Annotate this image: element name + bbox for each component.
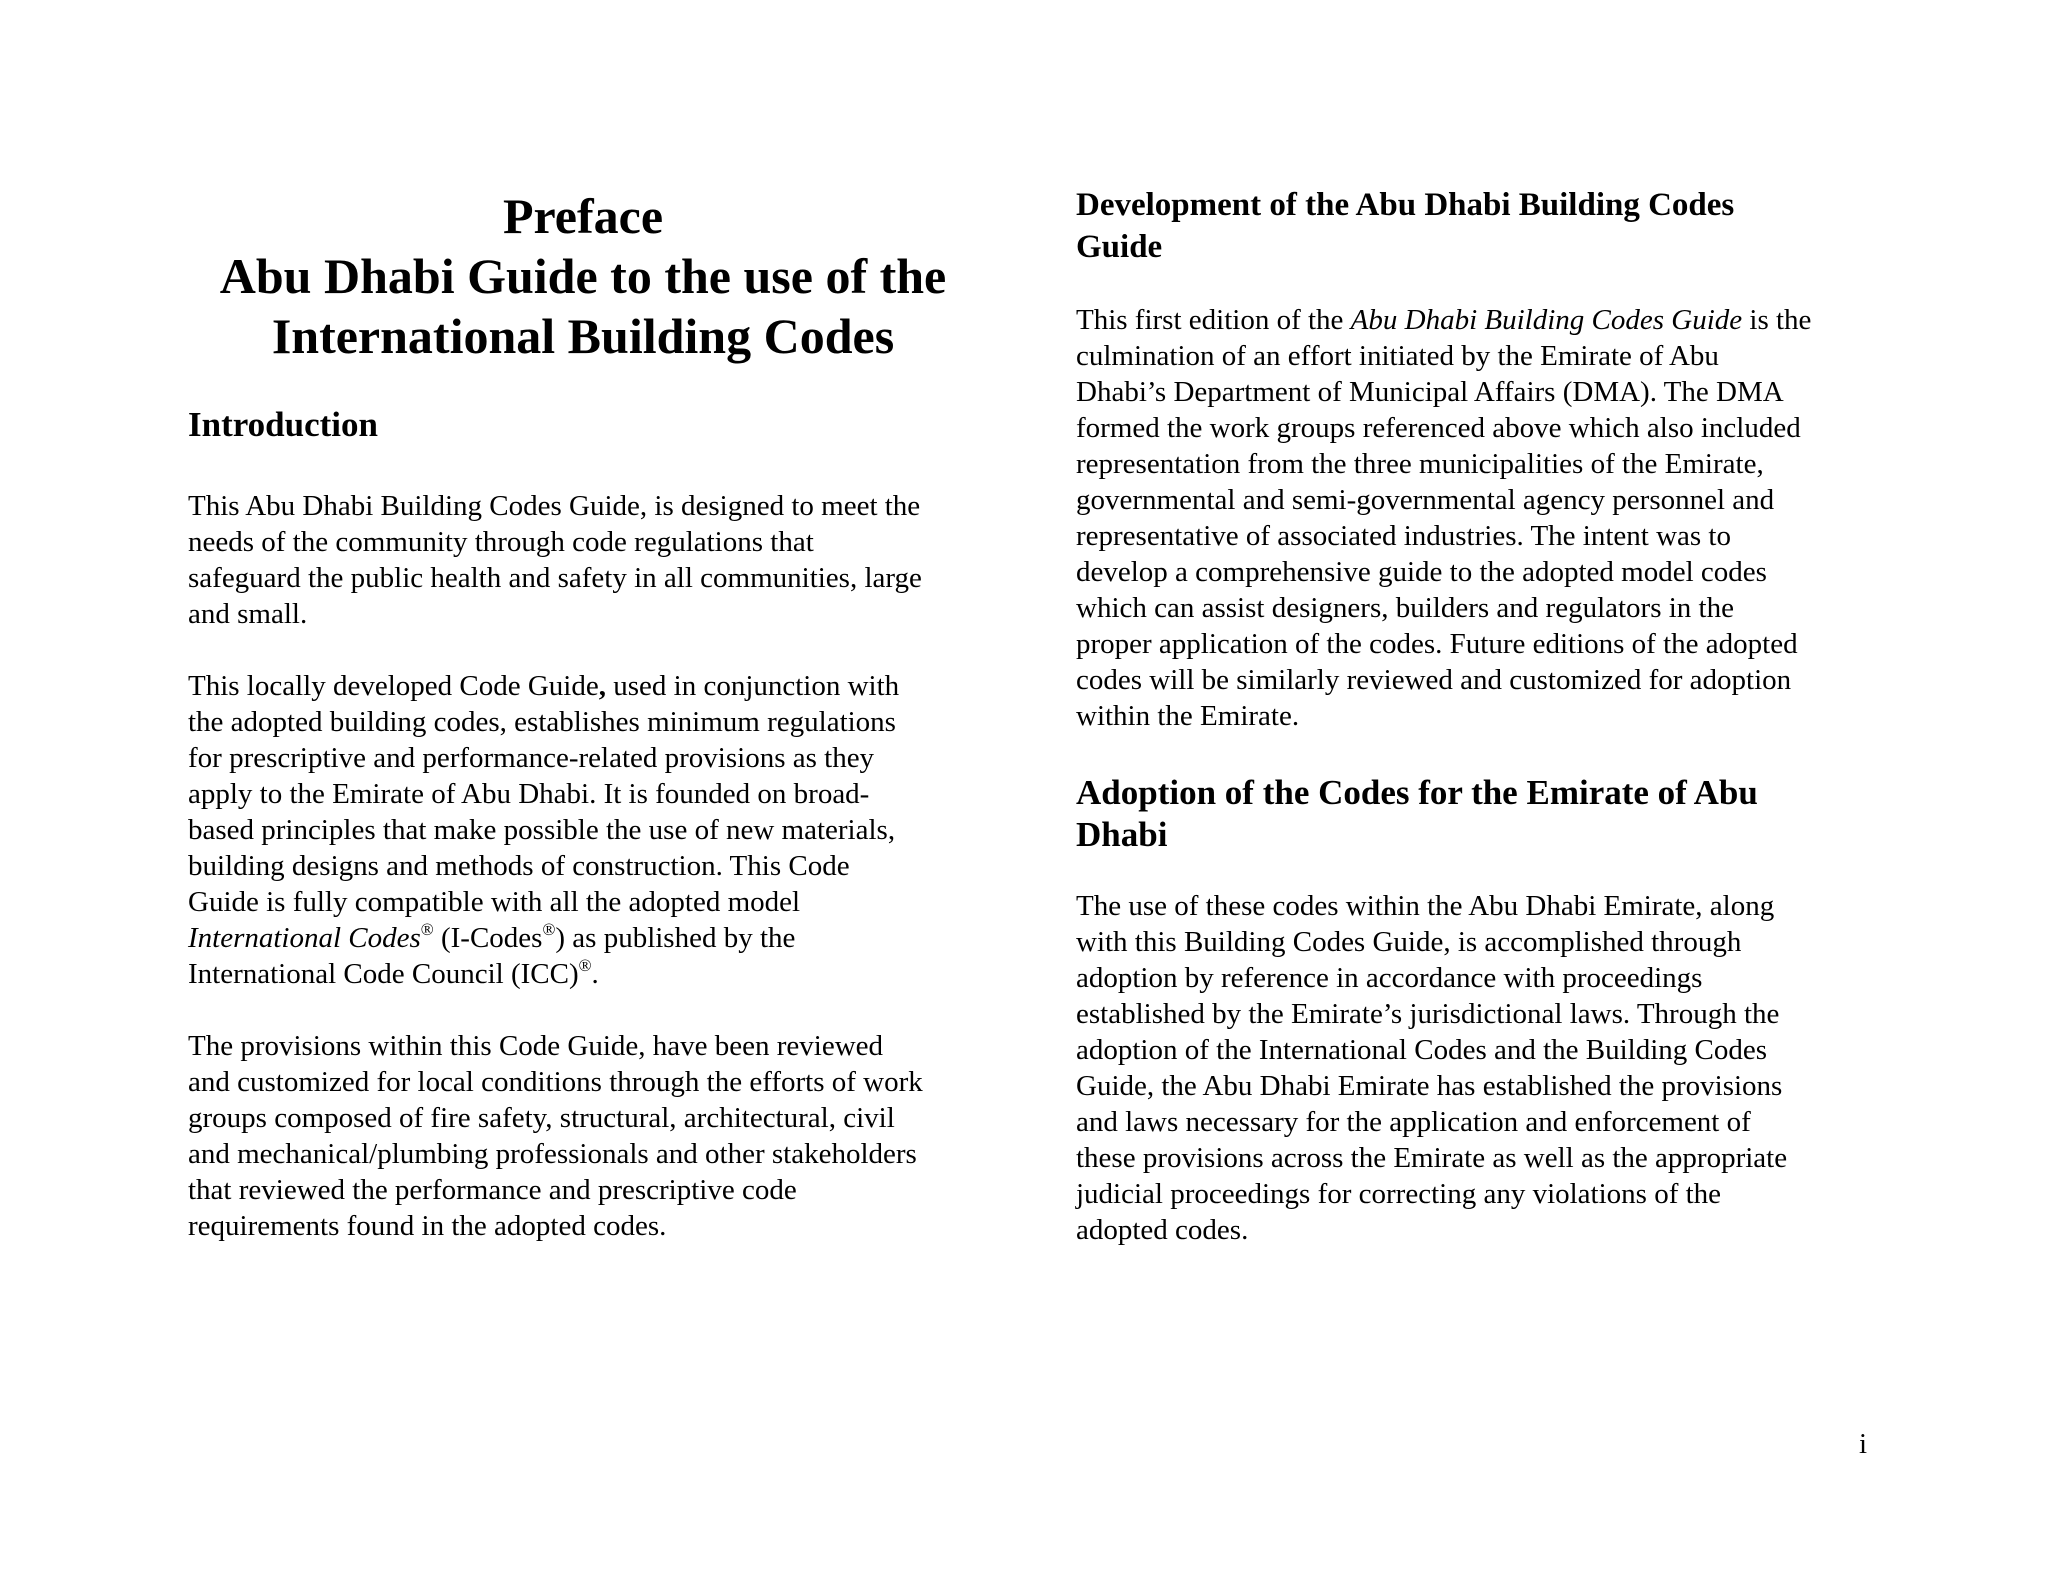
text-line: for prescriptive and performance-related provisions as they — [188, 742, 875, 774]
heading-line: Adoption of the Codes for the Emirate of Abu — [1076, 773, 1758, 812]
text-line: adopted codes. — [1076, 1214, 1249, 1246]
text-line: culmination of an effort initiated by the Emirate of Abu — [1076, 340, 1719, 372]
registered-mark: ® — [578, 956, 592, 975]
italic-international-codes: International Codes — [188, 922, 421, 954]
text-line: established by the Emirate’s jurisdictional laws. Through the — [1076, 998, 1780, 1030]
text-line — [188, 920, 988, 956]
text-span: used in conjunction with — [605, 670, 900, 702]
text-line: formed the work groups referenced above which also included — [1076, 412, 1801, 444]
text-line: these provisions across the Emirate as well as the appropriate — [1076, 1142, 1788, 1174]
text-line: groups composed of fire safety, structural, architectural, civil — [188, 1102, 895, 1134]
text-line: The use of these codes within the Abu Dhabi Emirate, along — [1076, 890, 1775, 922]
text-line: and mechanical/plumbing professionals and other stakeholders — [188, 1138, 917, 1170]
adoption-paragraph — [1076, 888, 1886, 1248]
text-span: (I-Codes — [433, 922, 543, 954]
italic-guide-title: Abu Dhabi Building Codes Guide — [1350, 304, 1743, 336]
text-line: and small. — [188, 598, 308, 630]
registered-mark: ® — [542, 920, 556, 939]
text-span: This locally developed Code Guide — [188, 670, 599, 702]
text-line: governmental and semi-governmental agency personnel and — [1076, 484, 1775, 516]
development-paragraph — [1076, 302, 1886, 734]
text-line: requirements found in the adopted codes. — [188, 1210, 667, 1242]
title-guide-line: Abu Dhabi Guide to the use of the — [219, 248, 947, 304]
text-line: judicial proceedings for correcting any violations of the — [1076, 1178, 1722, 1210]
text-line: representative of associated industries. The intent was to — [1076, 520, 1731, 552]
text-line: Guide is fully compatible with all the adopted model — [188, 886, 801, 918]
text-line: adoption of the International Codes and the Building Codes — [1076, 1034, 1768, 1066]
adoption-heading — [1076, 772, 1886, 856]
text-line: The provisions within this Code Guide, have been reviewed — [188, 1030, 884, 1062]
text-line: Dhabi’s Department of Municipal Affairs (DMA). The DMA — [1076, 376, 1784, 408]
text-span: This first edition of the — [1076, 304, 1351, 336]
text-line: develop a comprehensive guide to the adopted model codes — [1076, 556, 1767, 588]
intro-paragraph-3 — [188, 1028, 988, 1244]
text-line: proper application of the codes. Future editions of the adopted — [1076, 628, 1798, 660]
text-line: with this Building Codes Guide, is accomplished through — [1076, 926, 1742, 958]
bold-comma: , — [598, 670, 606, 702]
text-line: which can assist designers, builders and regulators in the — [1076, 592, 1734, 624]
title-codes-line: International Building Codes — [271, 308, 895, 364]
text-line: building designs and methods of construction. This Code — [188, 850, 850, 882]
text-span: ) as published by the — [555, 922, 796, 954]
text-line: safeguard the public health and safety in all communities, large — [188, 562, 922, 594]
text-span: . — [591, 958, 599, 990]
text-line — [188, 956, 988, 992]
text-line: needs of the community through code regulations that — [188, 526, 814, 558]
intro-paragraph-2 — [188, 668, 988, 992]
text-line: within the Emirate. — [1076, 700, 1300, 732]
text-line: that reviewed the performance and prescriptive code — [188, 1174, 797, 1206]
text-line: representation from the three municipalities of the Emirate, — [1076, 448, 1764, 480]
text-line: codes will be similarly reviewed and customized for adoption — [1076, 664, 1792, 696]
introduction-heading: Introduction — [188, 405, 378, 444]
development-heading — [1076, 184, 1886, 268]
heading-line: Dhabi — [1076, 815, 1168, 854]
text-line: adoption by reference in accordance with proceedings — [1076, 962, 1703, 994]
text-line: This Abu Dhabi Building Codes Guide, is designed to meet the — [188, 490, 921, 522]
text-line: based principles that make possible the use of new materials, — [188, 814, 896, 846]
text-line: Guide, the Abu Dhabi Emirate has established the provisions — [1076, 1070, 1783, 1102]
title-preface: Preface — [502, 188, 664, 244]
text-line: the adopted building codes, establishes minimum regulations — [188, 706, 896, 738]
registered-mark: ® — [420, 920, 434, 939]
heading-line: Development of the Abu Dhabi Building Codes — [1076, 187, 1735, 223]
page-title — [188, 186, 978, 366]
intro-paragraph-1 — [188, 488, 988, 632]
text-line — [1076, 302, 1886, 338]
text-line: and customized for local conditions through the efforts of work — [188, 1066, 923, 1098]
text-span: International Code Council (ICC) — [188, 958, 579, 990]
page-number: i — [1859, 1428, 1868, 1460]
text-span: is the — [1742, 304, 1812, 336]
text-line: apply to the Emirate of Abu Dhabi. It is founded on broad- — [188, 778, 870, 810]
heading-line: Guide — [1076, 229, 1163, 265]
text-line — [188, 668, 988, 704]
text-line: and laws necessary for the application and enforcement of — [1076, 1106, 1751, 1138]
